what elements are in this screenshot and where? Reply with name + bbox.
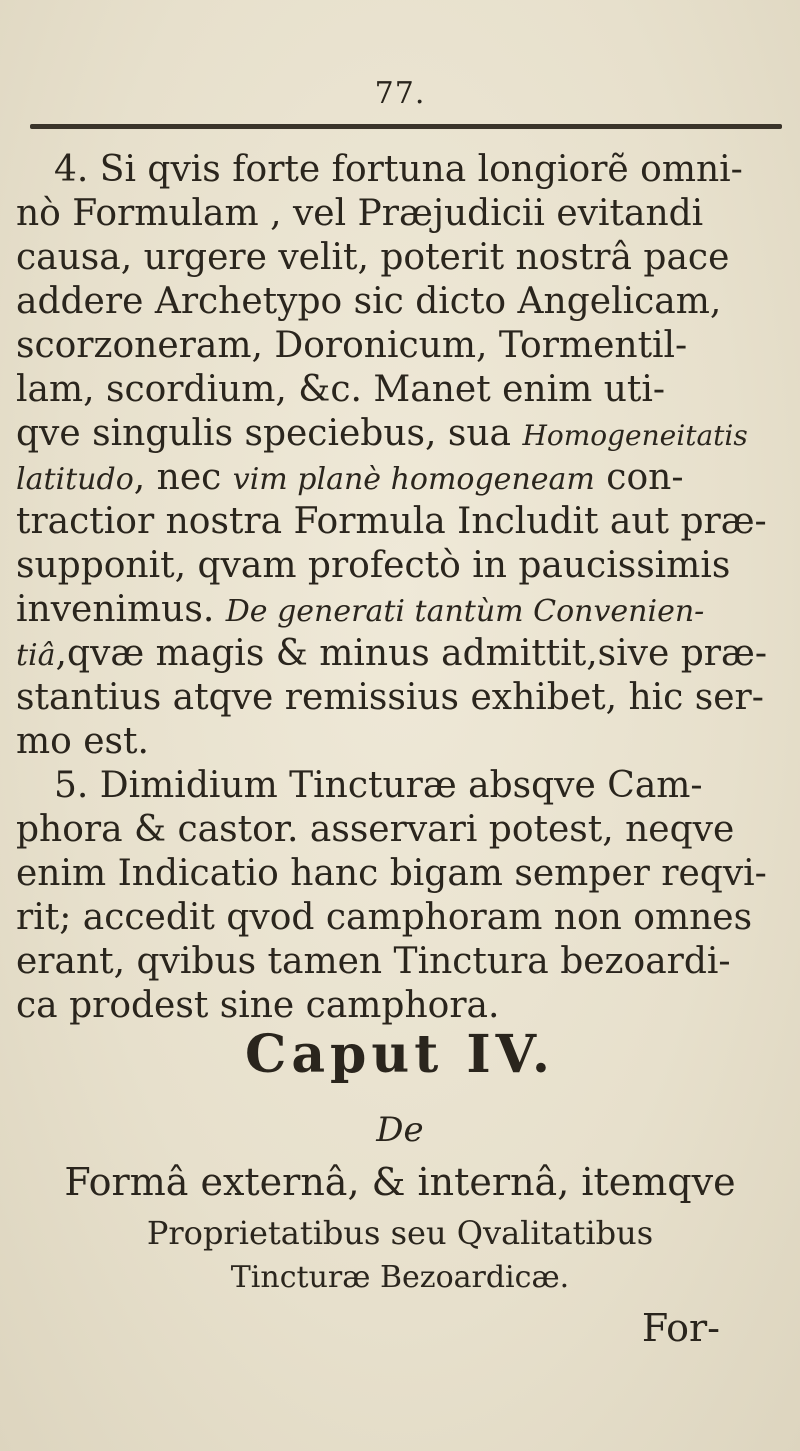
text-run: ,qvæ magis & minus admittit,sive præ- — [55, 633, 768, 674]
page-number: 77. — [374, 76, 426, 111]
text-line: lam, scordium, &c. Manet enim uti- — [16, 369, 666, 410]
italic-run: tiâ — [16, 638, 56, 673]
text-line: phora & castor. asservari potest, neqve — [16, 809, 735, 850]
italic-run: De generati tantùm Convenien- — [225, 594, 705, 629]
italic-run: vim planè homogeneam — [232, 462, 595, 497]
text-line: ca prodest sine camphora. — [16, 985, 500, 1026]
text-line: scorzoneram, Doronicum, Tormentil- — [16, 325, 688, 366]
text-line — [16, 632, 767, 678]
text-line — [16, 588, 704, 634]
text-run: con- — [594, 457, 684, 498]
italic-run: latitudo — [16, 462, 134, 497]
italic-run: Homogeneitatis — [522, 419, 748, 452]
chapter-heading: Caput IV. — [244, 1024, 556, 1085]
chapter-subtitle-line: Proprietatibus seu Qvalitatibus — [146, 1214, 654, 1252]
text-line: 5. Dimidium Tincturæ absqve Cam- — [54, 765, 703, 806]
text-line: addere Archetypo sic dicto Angelicam, — [16, 281, 722, 322]
text-run: , nec — [133, 457, 233, 498]
text-line: 4. Si qvis forte fortuna longiorẽ omni- — [54, 149, 743, 190]
text-line: causa, urgere velit, poterit nostrâ pace — [16, 237, 730, 278]
chapter-subtitle-line: Formâ externâ, & internâ, itemqve — [64, 1160, 736, 1204]
chapter-subtitle-line: Tincturæ Bezoardicæ. — [230, 1260, 570, 1295]
text-line: tractior nostra Formula Includit aut præ- — [16, 501, 767, 542]
text-line: erant, qvibus tamen Tinctura bezoardi- — [16, 941, 731, 982]
header-rule — [30, 124, 782, 129]
text-line: rit; accedit qvod camphoram non omnes — [16, 897, 753, 938]
text-line: enim Indicatio hanc bigam semper reqvi- — [16, 853, 767, 894]
catchword: For- — [641, 1306, 720, 1350]
text-run: invenimus. — [16, 589, 226, 630]
text-line: mo est. — [16, 721, 149, 762]
text-run: qve singulis speciebus, sua — [16, 413, 523, 454]
text-line: nò Formulam , vel Præjudicii evitandi — [16, 193, 704, 234]
text-line: supponit, qvam profectò in paucissimis — [16, 545, 731, 586]
chapter-preposition: De — [376, 1110, 424, 1150]
text-line: stantius atqve remissius exhibet, hic ser- — [16, 677, 764, 718]
text-line — [16, 456, 684, 502]
text-line — [16, 412, 748, 458]
